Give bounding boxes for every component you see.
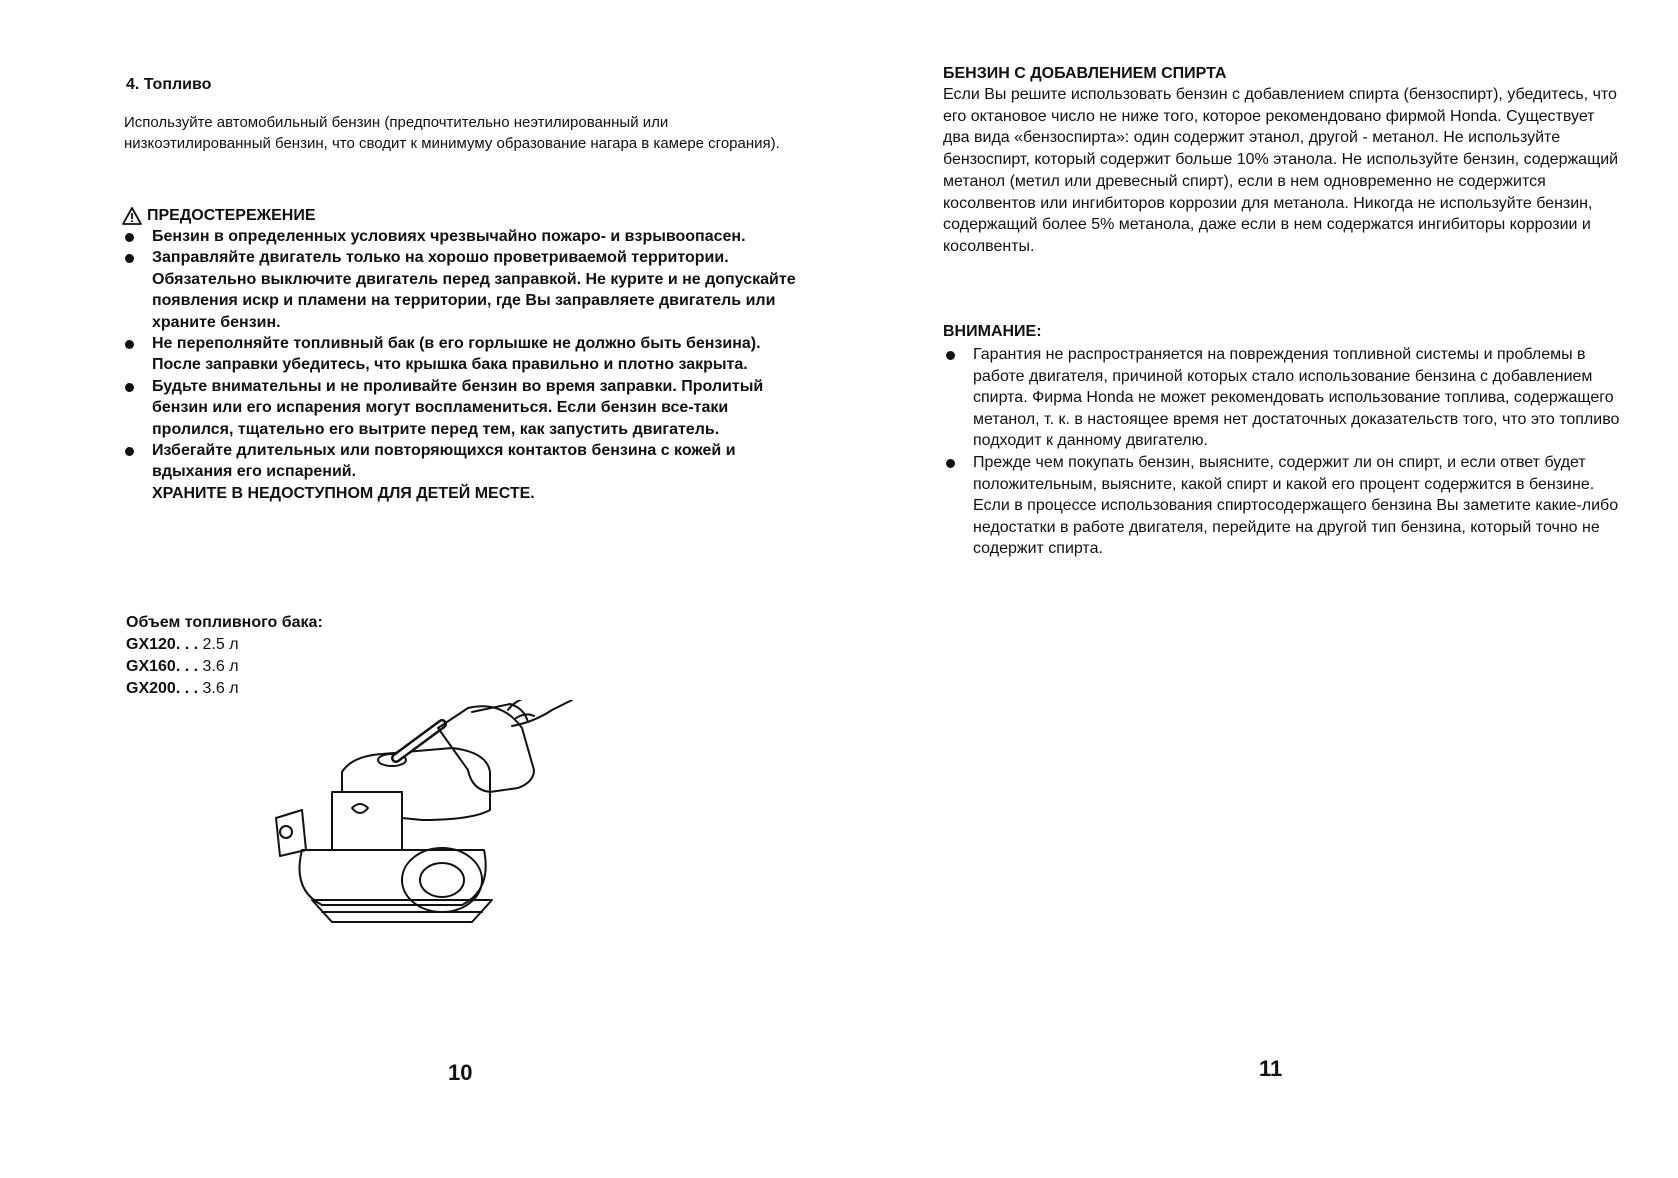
right-page	[839, 0, 1678, 1178]
tank-model: GX120. . .	[126, 636, 199, 653]
attention-title: ВНИМАНИЕ:	[943, 323, 1042, 340]
warning-triangle-icon	[122, 207, 142, 225]
attention-list	[943, 344, 1623, 560]
engine-refueling-illustration	[272, 700, 612, 950]
list-item: Заправляйте двигатель только на хорошо проветриваемой территории. Обязательно выключите двигатель перед заправкой. Не курите и не допускайте появления искр и пламени на территории, где Вы заправляете двигатель или храните бензин.	[122, 247, 812, 333]
list-item: Гарантия не распространяется на повреждения топливной системы и проблемы в работе двигателя, причиной которых стало использование бензина с добавлением спирта. Фирма Honda не может рекомендовать использование топлива, содержащего метанол, т. к. в настоящее время нет достаточных доказательств того, что это топливо подходит к данному двигателю.	[943, 344, 1623, 452]
section-title: 4. Топливо	[126, 76, 212, 93]
list-item: Избегайте длительных или повторяющихся контактов бензина с кожей и вдыхания его испарений.	[122, 440, 812, 483]
tank-value: 3.6 л	[202, 680, 239, 697]
tank-row	[126, 678, 323, 700]
warning-title-text: ПРЕДОСТЕРЕЖЕНИЕ	[147, 207, 316, 224]
list-item: Будьте внимательны и не проливайте бензин во время заправки. Пролитый бензин или его испарения могут воспламениться. Если бензин все-таки пролился, тщательно его вытрите перед тем, как запустить двигатель.	[122, 376, 812, 440]
warning-title	[122, 206, 812, 226]
list-item: Не переполняйте топливный бак (в его горлышке не должно быть бензина). После заправки убедитесь, что крышка бака правильно и плотно закрыта.	[122, 333, 812, 376]
tank-row	[126, 634, 323, 656]
tank-model: GX200. . .	[126, 680, 199, 697]
page-number: 10	[448, 1060, 473, 1085]
alcohol-section-text: Если Вы решите использовать бензин с добавлением спирта (бензоспирт), убедитесь, что его октановое число не ниже того, которое рекомендовано фирмой Honda. Существует два вида «бензоспирта»: один содержит этанол, другой - метанол. Не используйте бензоспирт, который содержит больше 10% этанола. Не используйте бензин, содержащий метанол (метил или древесный спирт), если в нем одновременно не содержится косолвентов или ингибиторов коррозии для метанола. Никогда не используйте бензин, содержащий более 5% метанола, даже если в нем содержатся ингибиторы коррозии и косолвенты.	[943, 86, 1619, 255]
keep-away-notice: ХРАНИТЕ В НЕДОСТУПНОМ ДЛЯ ДЕТЕЙ МЕСТЕ.	[152, 484, 535, 502]
list-item: Прежде чем покупать бензин, выясните, содержит ли он спирт, и если ответ будет положительным, выясните, какой спирт и какой его процент содержится в бензине. Если в процессе использования спиртосодержащего бензина Вы заметите какие-либо недостатки в работе двигателя, перейдите на другой тип бензина, который точно не содержит спирта.	[943, 452, 1623, 560]
warning-list	[122, 226, 812, 483]
warning-block	[122, 206, 812, 505]
tank-value: 3.6 л	[202, 658, 239, 675]
attention-section	[943, 322, 1623, 560]
tank-row	[126, 656, 323, 678]
alcohol-fuel-section	[943, 64, 1623, 258]
alcohol-section-title: БЕНЗИН С ДОБАВЛЕНИЕМ СПИРТА	[943, 65, 1227, 82]
fuel-tank-capacity	[126, 612, 323, 700]
tank-model: GX160. . .	[126, 658, 199, 675]
tank-value: 2.5 л	[202, 636, 239, 653]
tank-title: Объем топливного бака:	[126, 614, 323, 631]
page-number: 11	[1259, 1056, 1283, 1081]
list-item: Бензин в определенных условиях чрезвычайно пожаро- и взрывоопасен.	[122, 226, 812, 247]
intro-paragraph: Используйте автомобильный бензин (предпочтительно неэтилированный или низкоэтилированный бензин, что сводит к минимуму образование нагара в камере сгорания).	[124, 114, 780, 152]
